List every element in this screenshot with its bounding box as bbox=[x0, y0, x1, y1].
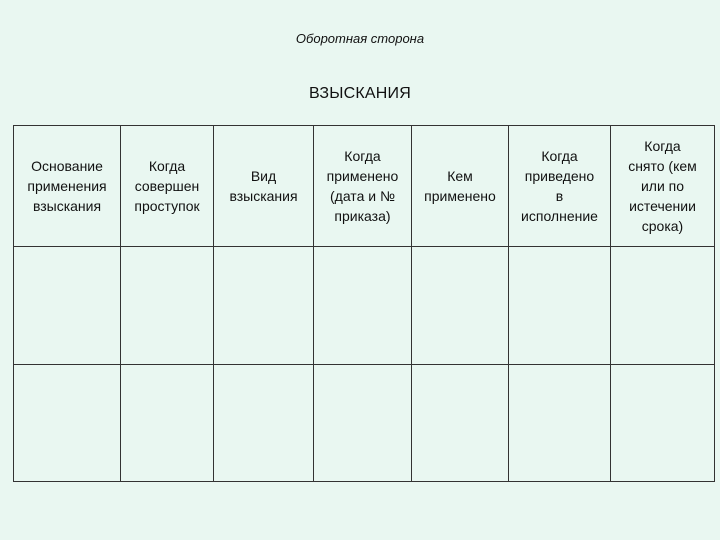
table-row bbox=[14, 247, 715, 364]
table-cell bbox=[509, 364, 611, 481]
table-cell bbox=[611, 364, 715, 481]
header-cell-executed: Когда приведено в исполнение bbox=[509, 126, 611, 247]
header-cell-applied-by: Кем применено bbox=[412, 126, 509, 247]
table-cell bbox=[412, 247, 509, 364]
table-cell bbox=[314, 364, 412, 481]
penalties-table bbox=[13, 125, 715, 482]
table-header-row bbox=[14, 126, 715, 247]
table-cell bbox=[121, 364, 214, 481]
header-cell-applied-date: Когда применено (дата и № приказа) bbox=[314, 126, 412, 247]
table-cell bbox=[314, 247, 412, 364]
table-cell bbox=[14, 247, 121, 364]
table-cell bbox=[611, 247, 715, 364]
table-cell bbox=[214, 247, 314, 364]
header-cell-penalty-type: Вид взыскания bbox=[214, 126, 314, 247]
header-cell-basis: Основание применения взыскания bbox=[14, 126, 121, 247]
table-cell bbox=[214, 364, 314, 481]
page-subtitle: Оборотная сторона bbox=[295, 31, 425, 46]
page-title: ВЗЫСКАНИЯ bbox=[309, 85, 411, 102]
header-cell-offense-date: Когда совершен проступок bbox=[121, 126, 214, 247]
table-cell bbox=[121, 247, 214, 364]
table-cell bbox=[14, 364, 121, 481]
header-cell-removed: Когда снято (кем или по истечении срока) bbox=[611, 126, 715, 247]
table-cell bbox=[412, 364, 509, 481]
table-cell bbox=[509, 247, 611, 364]
table-row bbox=[14, 364, 715, 481]
